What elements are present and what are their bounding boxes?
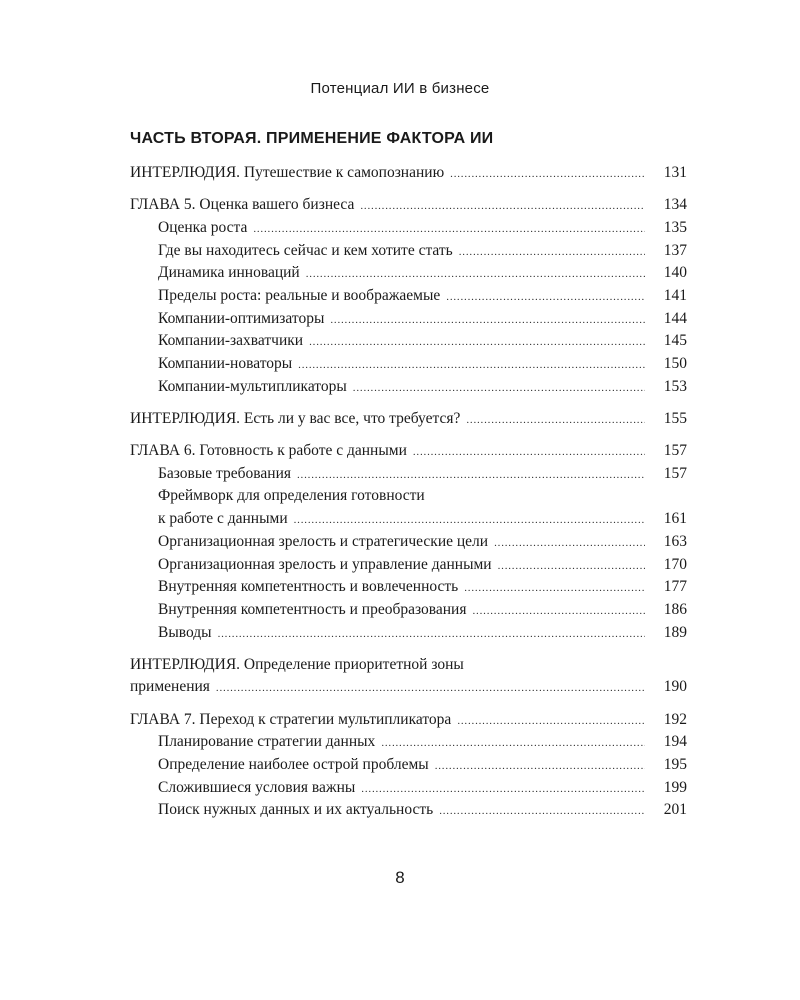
toc-entry-title: ИНТЕРЛЮДИЯ. Есть ли у вас все, что требуется? bbox=[130, 409, 461, 427]
toc-entry bbox=[130, 408, 687, 431]
part-title: ЧАСТЬ ВТОРАЯ. ПРИМЕНЕНИЕ ФАКТОРА ИИ bbox=[130, 130, 494, 147]
toc-entry bbox=[130, 799, 687, 822]
dot-leader bbox=[446, 286, 645, 309]
toc-entry-title: ИНТЕРЛЮДИЯ. Определение приоритетной зоны bbox=[130, 655, 464, 673]
toc-entry bbox=[130, 731, 687, 754]
toc-entry-page: 194 bbox=[663, 733, 687, 751]
toc-entry-title: Внутренняя компетентность и вовлеченность bbox=[158, 578, 459, 596]
toc-entry-page: 157 bbox=[663, 442, 687, 460]
toc-entry bbox=[130, 308, 687, 331]
toc-entry-page: 190 bbox=[663, 678, 687, 696]
toc-entry bbox=[130, 353, 687, 376]
toc-entry bbox=[130, 754, 687, 777]
dot-leader bbox=[297, 464, 645, 487]
toc-entry-page: 140 bbox=[663, 264, 687, 282]
toc-entry bbox=[130, 777, 687, 800]
toc-entry bbox=[130, 508, 687, 531]
toc-entry-page: 195 bbox=[663, 756, 687, 773]
dot-leader bbox=[464, 577, 645, 600]
dot-leader bbox=[450, 163, 645, 186]
toc-entry-title: Базовые требования bbox=[158, 464, 291, 482]
toc-entry bbox=[130, 576, 687, 599]
toc-entry-page: 134 bbox=[663, 196, 687, 214]
toc-entry bbox=[130, 622, 687, 645]
toc-entry-title: Компании-мультипликаторы bbox=[158, 377, 347, 395]
toc-entry bbox=[130, 240, 687, 263]
toc-entry bbox=[130, 376, 687, 399]
toc-entry bbox=[130, 599, 687, 622]
toc-entry-title: применения bbox=[130, 678, 210, 696]
dot-leader bbox=[216, 677, 645, 700]
dot-leader bbox=[457, 710, 645, 733]
toc-entry bbox=[130, 162, 687, 185]
toc-entry-title: ГЛАВА 6. Готовность к работе с данными bbox=[130, 442, 407, 460]
page-number: 8 bbox=[395, 868, 405, 887]
toc-entry-title: ГЛАВА 7. Переход к стратегии мультипликатора bbox=[130, 710, 452, 728]
toc-entry bbox=[130, 676, 687, 699]
toc-entry bbox=[130, 285, 687, 308]
dot-leader bbox=[330, 309, 645, 332]
toc-entry-page: 199 bbox=[663, 778, 687, 796]
toc-entry-page: 155 bbox=[663, 409, 687, 427]
toc-entry-title: Сложившиеся условия важны bbox=[158, 778, 356, 796]
toc-entry-page: 137 bbox=[663, 241, 687, 259]
toc-entry-page: 135 bbox=[663, 218, 687, 236]
toc-entry-page: 201 bbox=[663, 801, 687, 819]
toc-entry bbox=[130, 709, 687, 732]
dot-leader bbox=[494, 532, 645, 555]
toc-entry-title: ИНТЕРЛЮДИЯ. Путешествие к самопознанию bbox=[130, 164, 445, 181]
dot-leader bbox=[218, 623, 645, 646]
running-head: Потенциал ИИ в бизнесе bbox=[310, 80, 490, 97]
toc-entry-title: Оценка роста bbox=[158, 218, 248, 236]
dot-leader bbox=[439, 800, 645, 823]
toc-entry-page: 163 bbox=[663, 532, 687, 550]
toc-entry-title: Внутренняя компетентность и преобразования bbox=[158, 600, 467, 618]
toc-entry bbox=[130, 531, 687, 554]
dot-leader bbox=[361, 778, 645, 801]
toc-entry-title: Где вы находитесь сейчас и кем хотите стать bbox=[158, 241, 453, 259]
toc-entry bbox=[130, 217, 687, 240]
toc-entry-page: 150 bbox=[663, 355, 687, 372]
toc-entry-page: 157 bbox=[663, 464, 687, 482]
toc-entry-first-line bbox=[130, 654, 687, 677]
toc-entry-page: 144 bbox=[663, 309, 687, 327]
toc-entry-page: 141 bbox=[663, 286, 687, 304]
dot-leader bbox=[294, 509, 645, 532]
dot-leader bbox=[498, 555, 645, 578]
toc-entry-page: 192 bbox=[663, 710, 687, 728]
toc-entry bbox=[130, 463, 687, 486]
toc-entry-title: Компании-захватчики bbox=[158, 332, 304, 350]
dot-leader bbox=[309, 331, 645, 354]
toc-entry-page: 131 bbox=[663, 164, 687, 181]
toc-entry-page: 186 bbox=[663, 600, 687, 618]
toc-entry-first-line bbox=[130, 485, 687, 508]
dot-leader bbox=[413, 441, 645, 464]
toc-entry-page: 189 bbox=[663, 623, 687, 641]
dot-leader bbox=[473, 600, 646, 623]
dot-leader bbox=[459, 241, 645, 264]
toc-entry-title: ГЛАВА 5. Оценка вашего бизнеса bbox=[130, 196, 355, 214]
dot-leader bbox=[360, 195, 645, 218]
toc-entry-title: Фреймворк для определения готовности bbox=[158, 487, 425, 505]
toc-entry-title: Определение наиболее острой проблемы bbox=[158, 756, 429, 773]
toc-entry-title: Компании-новаторы bbox=[158, 355, 293, 372]
dot-leader bbox=[353, 377, 645, 400]
dot-leader bbox=[298, 354, 645, 377]
toc-entry-page: 177 bbox=[663, 578, 687, 596]
toc-entry bbox=[130, 330, 687, 353]
toc-entry-title: Пределы роста: реальные и воображаемые bbox=[158, 286, 441, 304]
toc-entry-title: Организационная зрелость и управление данными bbox=[158, 555, 492, 573]
toc-entry-title: к работе с данными bbox=[158, 510, 288, 528]
dot-leader bbox=[306, 263, 645, 286]
toc-entry bbox=[130, 194, 687, 217]
table-of-contents bbox=[130, 162, 687, 822]
toc-entry-title: Поиск нужных данных и их актуальность bbox=[158, 801, 434, 819]
dot-leader bbox=[381, 732, 645, 755]
toc-entry-page: 170 bbox=[663, 555, 687, 573]
toc-entry bbox=[130, 440, 687, 463]
toc-entry-title: Организационная зрелость и стратегические цели bbox=[158, 532, 489, 550]
toc-entry-page: 145 bbox=[663, 332, 687, 350]
dot-leader bbox=[435, 755, 645, 778]
toc-entry-title: Выводы bbox=[158, 623, 212, 641]
toc-entry bbox=[130, 554, 687, 577]
dot-leader bbox=[466, 409, 645, 432]
toc-entry-title: Планирование стратегии данных bbox=[158, 733, 376, 751]
toc-entry-page: 161 bbox=[663, 510, 687, 528]
toc-entry-page: 153 bbox=[663, 377, 687, 395]
toc-entry bbox=[130, 262, 687, 285]
toc-entry-title: Компании-оптимизаторы bbox=[158, 309, 325, 327]
toc-entry-title: Динамика инноваций bbox=[158, 264, 300, 282]
dot-leader bbox=[253, 218, 645, 241]
